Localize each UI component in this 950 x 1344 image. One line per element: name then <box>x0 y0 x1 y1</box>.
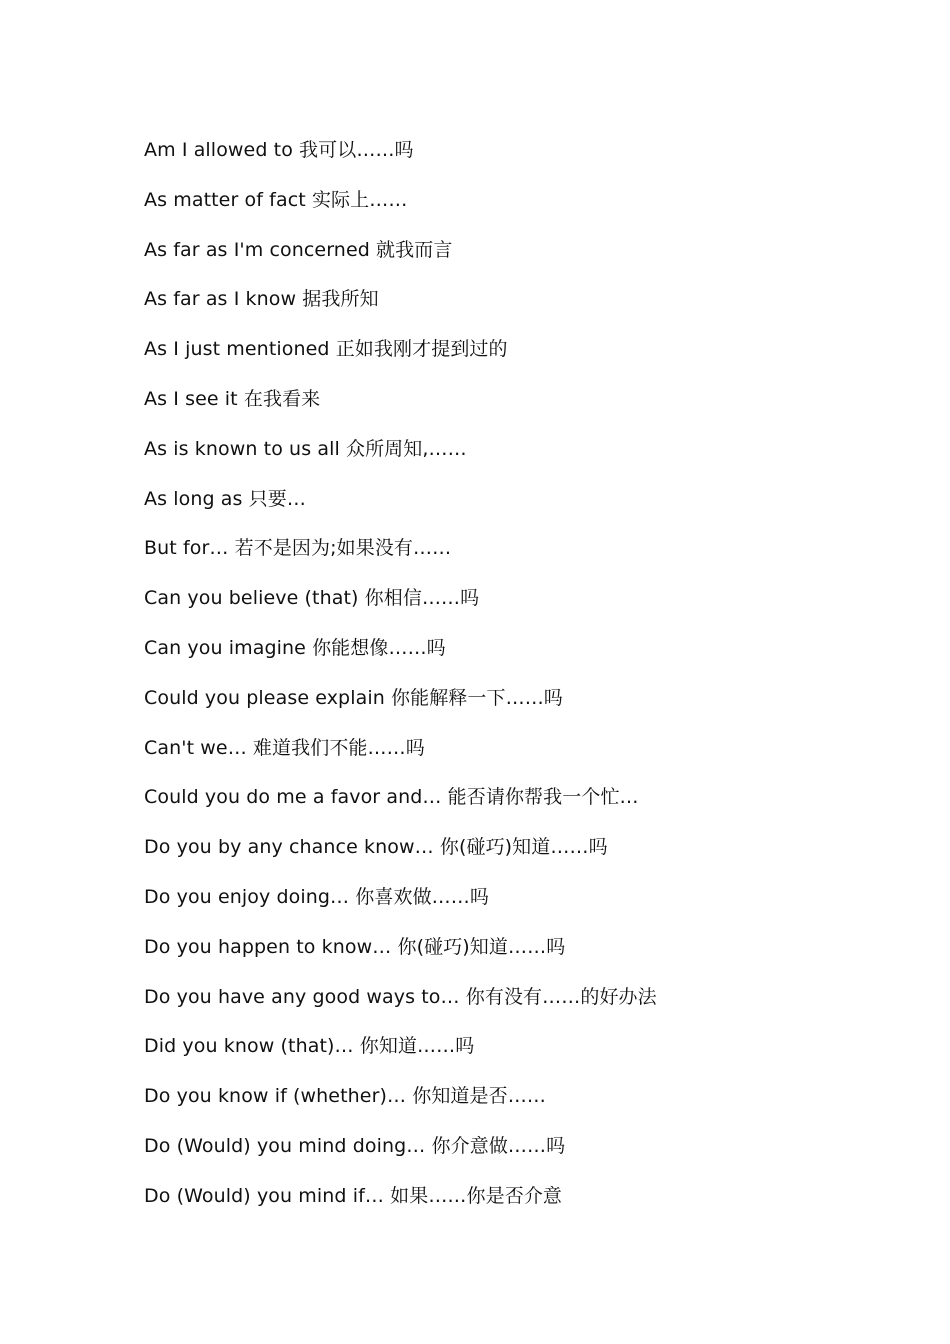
phrase-line: Do you know if (whether)… 你知道是否…… <box>144 1085 546 1108</box>
phrase-line: As far as I know 据我所知 <box>144 288 379 311</box>
phrase-list <box>144 133 657 1229</box>
phrase-line: As I just mentioned 正如我刚才提到过的 <box>144 338 508 361</box>
phrase-line: Can you imagine 你能想像……吗 <box>144 636 446 659</box>
phrase-line: But for… 若不是因为;如果没有…… <box>144 537 452 560</box>
phrase-line: As I see it 在我看来 <box>144 387 321 410</box>
phrase-line: Can't we… 难道我们不能……吗 <box>144 736 425 759</box>
phrase-line: Did you know (that)… 你知道……吗 <box>144 1035 475 1058</box>
phrase-line: Am I allowed to 我可以……吗 <box>144 139 414 161</box>
phrase-line: Do (Would) you mind doing… 你介意做……吗 <box>144 1134 566 1157</box>
phrase-line: Do you enjoy doing… 你喜欢做……吗 <box>144 885 489 908</box>
phrase-line: As is known to us all 众所周知,…… <box>144 437 467 460</box>
phrase-line: Can you believe (that) 你相信……吗 <box>144 587 480 610</box>
phrase-line: Do you have any good ways to… 你有没有……的好办法 <box>144 985 657 1008</box>
phrase-line: Could you do me a favor and… 能否请你帮我一个忙… <box>144 786 639 809</box>
phrase-line: Do you by any chance know… 你(碰巧)知道……吗 <box>144 836 608 859</box>
phrase-line: Do you happen to know… 你(碰巧)知道……吗 <box>144 935 566 958</box>
phrase-line: Do (Would) you mind if… 如果……你是否介意 <box>144 1184 563 1207</box>
phrase-line: As long as 只要… <box>144 487 306 510</box>
phrase-line: As matter of fact 实际上…… <box>144 188 408 211</box>
phrase-line: Could you please explain 你能解释一下……吗 <box>144 686 563 709</box>
phrase-line: As far as I'm concerned 就我而言 <box>144 238 453 261</box>
